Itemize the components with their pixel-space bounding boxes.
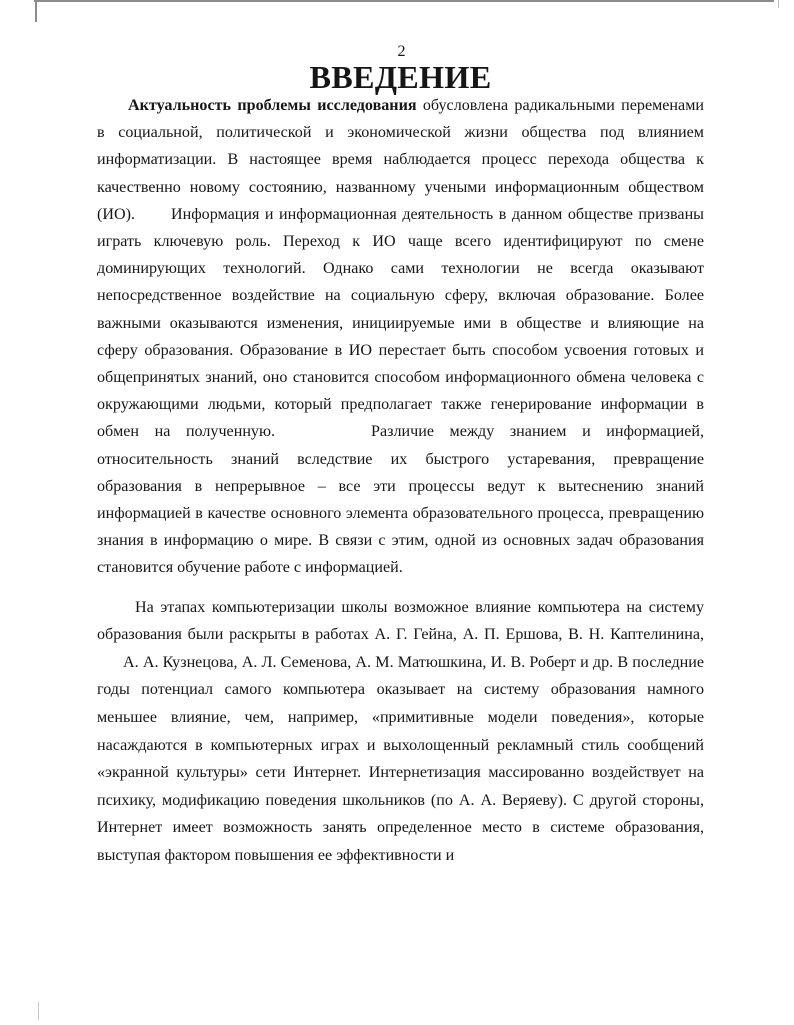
document-page bbox=[97, 40, 704, 870]
section-title: ВВЕДЕНИЕ bbox=[309, 59, 492, 95]
scan-mark-right bbox=[778, 0, 779, 8]
scan-mark-bottom-left bbox=[38, 1002, 39, 1020]
scan-border-left bbox=[35, 0, 37, 22]
paragraph-computerization bbox=[97, 594, 704, 870]
paragraph-text-2: Информация и информационная деятельность в данном обществе призваны играть ключевую роль. Переход к ИО чаще всего идентифицируют по смене доминирующих технологий. Однако сами технологии не всегда оказывают непосредственное воздействие на социальную сферу, включая образование. Более важными оказываются изменения, инициируемые ими в обществе и влияющие на сферу образования. Образование в ИО перестает быть способом усвоения готовых и общепринятых знаний, оно становится способом информационного обмена человека с окружающими людьми, который предполагает также генерирование информации в обмен на полученную. bbox=[97, 205, 704, 441]
page-number: 2 bbox=[397, 43, 406, 60]
paragraph-text-5: А. А. Кузнецова, А. Л. Семенова, А. М. Матюшкина, И. В. Роберт и др. В последние годы потенциал самого компьютера оказывает на систему образования намного меньшее влияние, чем, например, «примитивные модели поведения», которые насаждаются в компьютерных играх и выхолощенный рекламный стиль сообщений «экранной культуры» сети Интернет. Интернетизация массированно воздействует на психику, модификацию поведения школьников (по А. А. Веряеву). С другой стороны, Интернет имеет возможность занять определенное место в системе образования, выступая фактором повышения ее эффективности и bbox=[97, 653, 704, 864]
scan-border-top bbox=[34, 0, 774, 2]
paragraph-relevance bbox=[97, 92, 704, 582]
paragraph-lead: Актуальность проблемы исследования bbox=[128, 97, 417, 114]
paragraph-text-3: Различие между знанием и информацией, относительность знаний вследствие их быстрого устаревания, превращение образования в непрерывное – все эти процессы ведут к вытеснению знаний информацией в качестве основного элемента образовательного процесса, превращению знания в информацию о мире. В связи с этим, одной из основных задач образования становится обучение работе с информацией. bbox=[97, 423, 704, 577]
paragraph-text-4: На этапах компьютеризации школы возможное влияние компьютера на систему образования были раскрыты в работах А. Г. Гейна, А. П. Ершова, В. Н. Каптелинина, bbox=[97, 598, 704, 644]
paragraph-text-1: обусловлена радикальными переменами в социальной, политической и экономической жизни общества под влиянием информатизации. В настоящее время наблюдается процесс перехода общества к качественно новому состоянию, названному учеными информационным обществом (ИО). bbox=[97, 97, 704, 223]
